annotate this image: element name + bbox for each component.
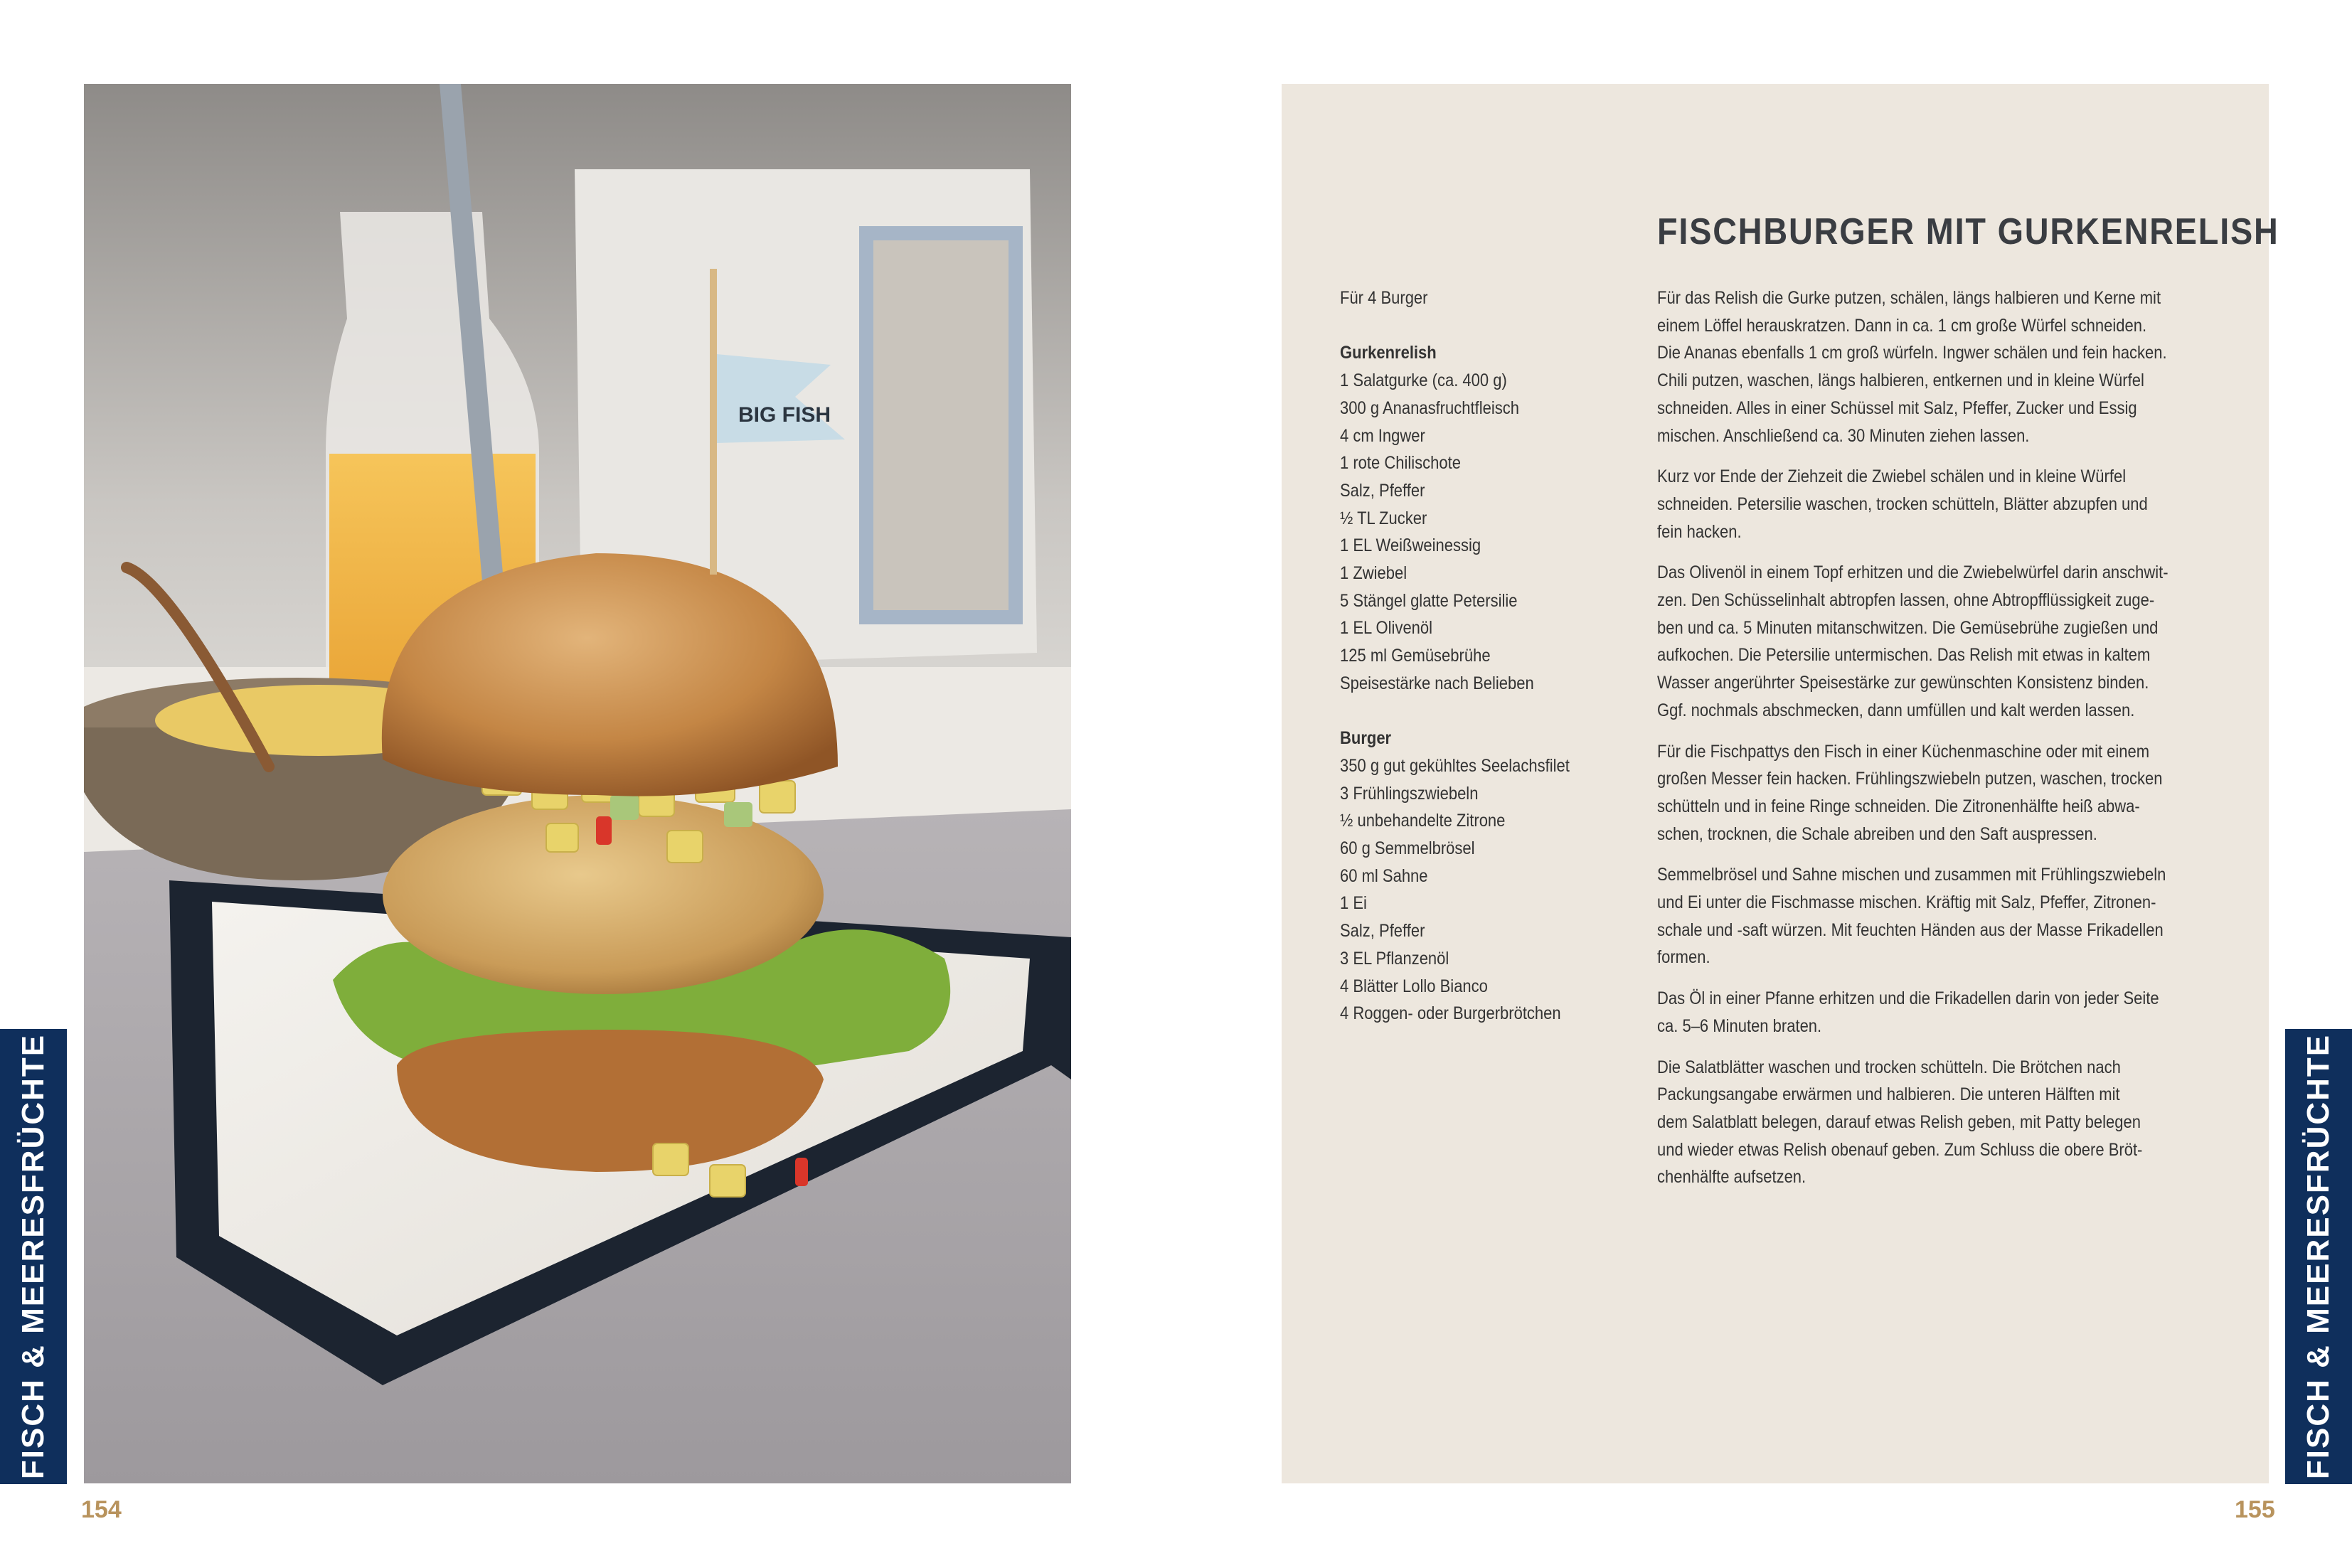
section-tab-right [2285,1029,2352,1484]
instruction-line: Für das Relish die Gurke putzen, schälen, längs halbieren und Kerne mit [1657,288,2161,308]
instruction-line: Chili putzen, waschen, längs halbieren, entkernen und in kleine Würfel [1657,370,2144,391]
instruction-line: großen Messer fein hacken. Frühlingszwiebeln putzen, waschen, trocken [1657,769,2163,789]
ingredient-group-heading: Burger [1340,728,1392,749]
section-tab-left [0,1029,67,1484]
ingredient-item: Salz, Pfeffer [1340,480,1425,501]
ingredient-item: ½ TL Zucker [1340,508,1427,528]
ingredient-item: 4 Roggen- oder Burgerbrötchen [1340,1003,1561,1024]
instruction-line: schneiden. Alles in einer Schüssel mit Salz, Pfeffer, Zucker und Essig [1657,398,2137,418]
instruction-line: schneiden. Petersilie waschen, trocken schütteln, Blätter abzupfen und [1657,494,2148,514]
instruction-line: Kurz vor Ende der Ziehzeit die Zwiebel schälen und in kleine Würfel [1657,466,2127,487]
recipe-title: FISCHBURGER MIT GURKENRELISH [1657,211,2279,252]
instruction-paragraph [1657,463,2240,545]
ingredient-item: 5 Stängel glatte Petersilie [1340,590,1518,611]
ingredient-item: ½ unbehandelte Zitrone [1340,811,1506,831]
instruction-line: und wieder etwas Relish obenauf geben. Zum Schluss die obere Bröt- [1657,1139,2143,1160]
instruction-paragraph [1657,284,2240,449]
page-number-right: 155 [2235,1496,2275,1523]
instruction-paragraph [1657,1054,2240,1192]
ingredient-item: 1 EL Olivenöl [1340,618,1433,639]
flag-text: BIG FISH [738,403,831,427]
recipe-panel [1282,84,2279,1483]
instruction-line: Die Salatblätter waschen und trocken schütteln. Die Brötchen nach [1657,1057,2121,1077]
ingredient-group-heading: Gurkenrelish [1340,343,1437,363]
burger-photo [84,84,1071,1483]
instruction-line: Das Olivenöl in einem Topf erhitzen und die Zwiebelwürfel darin anschwit- [1657,562,2169,583]
instruction-line: Semmelbrösel und Sahne mischen und zusammen mit Frühlingszwiebeln [1657,865,2166,885]
ingredient-item: 3 EL Pflanzenöl [1340,948,1449,969]
ingredient-item: 4 Blätter Lollo Bianco [1340,976,1488,996]
instruction-line: aufkochen. Die Petersilie untermischen. Das Relish mit etwas in kaltem [1657,645,2151,666]
ingredient-item: 125 ml Gemüsebrühe [1340,646,1491,666]
instruction-line: chenhälfte aufsetzen. [1657,1167,1806,1188]
instruction-line: mischen. Anschließend ca. 30 Minuten ziehen lassen. [1657,425,2030,446]
ingredient-item: Salz, Pfeffer [1340,921,1425,942]
servings: Für 4 Burger [1340,288,1428,308]
ingredients-list [1340,284,1639,1028]
ingredient-item: 60 g Semmelbrösel [1340,838,1475,859]
page-number-left: 154 [81,1496,122,1523]
instruction-line: Packungsangabe erwärmen und halbieren. Die unteren Hälften mit [1657,1084,2120,1105]
instruction-line: und Ei unter die Fischmasse mischen. Kräftig mit Salz, Pfeffer, Zitronen- [1657,892,2156,913]
burger-illustration [84,84,1071,1483]
instructions [1657,284,2240,1205]
ingredient-groups [1340,339,1639,1028]
instruction-paragraph [1657,559,2240,724]
instruction-line: Wasser angerührter Speisestärke zur gewünschten Konsistenz binden. [1657,673,2149,693]
instruction-line: schütteln und in feine Ringe schneiden. Die Zitronenhälfte heiß abwa- [1657,796,2140,816]
section-tab-label: FISCH & MEERESFRÜCHTE [16,1033,50,1480]
ingredient-item: 1 Ei [1340,893,1367,914]
instruction-line: ca. 5–6 Minuten braten. [1657,1015,1822,1036]
ingredient-item: Speisestärke nach Belieben [1340,673,1534,693]
instruction-line: einem Löffel herauskratzen. Dann in ca. 1 cm große Würfel schneiden. [1657,315,2147,336]
ingredient-item: 60 ml Sahne [1340,865,1428,886]
ingredient-item: 1 rote Chilischote [1340,453,1461,474]
instruction-line: schen, trocknen, die Schale abreiben und den Saft auspressen. [1657,823,2097,844]
ingredient-item: 1 Zwiebel [1340,563,1408,584]
instruction-paragraph [1657,985,2240,1040]
instruction-line: Das Öl in einer Pfanne erhitzen und die Frikadellen darin von jeder Seite [1657,988,2159,1009]
instruction-line: Für die Fischpattys den Fisch in einer Küchenmaschine oder mit einem [1657,741,2150,762]
instruction-paragraph [1657,861,2240,971]
ingredient-item: 1 EL Weißweinessig [1340,535,1481,556]
ingredient-item: 1 Salatgurke (ca. 400 g) [1340,370,1507,391]
ingredient-item: 4 cm Ingwer [1340,425,1425,446]
ingredient-item: 350 g gut gekühltes Seelachsfilet [1340,755,1570,776]
instruction-line: zen. Den Schüsselinhalt abtropfen lassen, ohne Abtropfflüssigkeit zuge- [1657,590,2155,611]
instruction-line: ben und ca. 5 Minuten mitanschwitzen. Die Gemüsebrühe zugießen und [1657,617,2159,638]
instruction-line: Ggf. nochmals abschmecken, dann umfüllen und kalt werden lassen. [1657,700,2135,720]
instruction-line: fein hacken. [1657,521,1742,542]
instruction-paragraph [1657,738,2240,848]
section-tab-label: FISCH & MEERESFRÜCHTE [2301,1033,2336,1480]
instruction-line: schale und -saft würzen. Mit feuchten Händen aus der Masse Frikadellen [1657,919,2164,940]
instruction-line: Die Ananas ebenfalls 1 cm groß würfeln. Ingwer schälen und fein hacken. [1657,343,2167,363]
ingredient-item: 3 Frühlingszwiebeln [1340,783,1479,804]
ingredient-item: 300 g Ananasfruchtfleisch [1340,398,1519,418]
instruction-line: dem Salatblatt belegen, darauf etwas Relish geben, mit Patty belegen [1657,1111,2141,1132]
instruction-line: formen. [1657,947,1710,968]
